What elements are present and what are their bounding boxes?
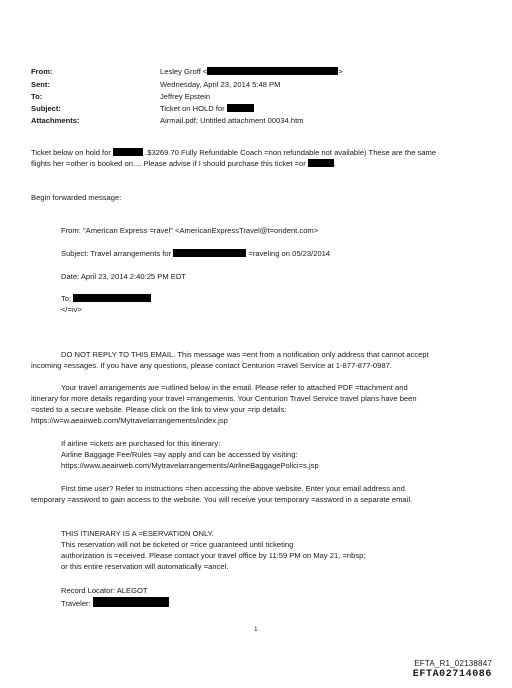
footer-id-2: EFTA02714086 xyxy=(412,669,492,680)
body-line: First time user? Refer to instructions =hen accessing the above website. Enter your email address and xyxy=(61,484,405,493)
body-line: =osted to a secure website. Please click on the link to view your =rip details: xyxy=(31,405,287,414)
subject-text: Ticket on HOLD for xyxy=(160,104,225,113)
body-text: . xyxy=(333,159,337,168)
redaction-bar xyxy=(93,597,169,607)
body-line: incoming =essages. If you have any questions, please contact Centurion =ravel Service at 1-877-877-0987. xyxy=(31,361,392,370)
redaction-bar xyxy=(73,294,151,302)
body-text: Subject: Travel arrangements for xyxy=(61,249,172,258)
body-line: If airline =ickets are purchased for this itinerary: xyxy=(61,439,221,448)
sent-value: Wednesday, April 23, 2014 5:48 PM xyxy=(160,80,281,89)
body-text: Ticket below on hold for xyxy=(31,148,111,157)
to-value: Jeffrey Epstein xyxy=(160,92,211,101)
record-locator: Record Locator: ALEGOT xyxy=(61,586,148,595)
body-line: Your travel arrangements are =utlined below in the email. Please refer to attached PDF =ttachment and xyxy=(61,383,408,392)
fwd-date: Date: April 23, 2014 2:40:25 PM EDT xyxy=(61,272,186,281)
from-label: From: xyxy=(31,67,53,76)
body-line: authorization is =eceived. Please contact your travel office by 11:59 PM on May 21, =nbsp; xyxy=(61,551,366,560)
from-value-end: > xyxy=(338,67,343,76)
page-number: 1 xyxy=(254,626,258,633)
fwd-subject xyxy=(61,249,330,259)
fwd-from: From: "American Express =ravel" <AmericanExpressTravel@t=ondent.com> xyxy=(61,226,319,235)
body-text: To: xyxy=(61,294,72,303)
sent-label: Sent: xyxy=(31,80,50,89)
redaction-bar xyxy=(227,104,254,112)
body-line: This reservation will not be ticketed or =rice guaranteed until ticketing xyxy=(61,540,294,549)
attachments-label: Attachments: xyxy=(31,116,80,125)
body-line: or this entire reservation will automatically =ancel. xyxy=(61,562,229,571)
footer-id-1: EFTA_R1_02138847 xyxy=(414,659,492,668)
redaction-bar xyxy=(173,249,246,257)
body-line xyxy=(31,148,436,158)
body-line: Airline Baggage Fee/Rules =ay apply and can be accessed by visiting: xyxy=(61,450,298,459)
redaction-bar xyxy=(207,67,338,75)
attachments-value: Airmail.pdf; Untitled attachment 00034.htm xyxy=(160,116,304,125)
redaction-bar xyxy=(113,148,143,156)
traveler xyxy=(61,597,169,609)
subject-value xyxy=(160,104,254,114)
body-line: itinerary for more details regarding your travel =rrangements. Your Centurion Travel Service travel plans have been xyxy=(31,394,417,403)
from-value xyxy=(160,67,343,77)
body-line: DO NOT REPLY TO THIS EMAIL. This message was =ent from a notification only address that cannot accept xyxy=(61,350,429,359)
fwd-to xyxy=(61,294,151,304)
body-text: =raveling on 05/23/2014 xyxy=(248,249,331,258)
body-line xyxy=(31,159,336,169)
subject-label: Subject: xyxy=(31,104,61,113)
body-text: flights her =other is booked on.... Please advise if I should purchase this ticket =or xyxy=(31,159,306,168)
fwd-div: </=iv> xyxy=(61,305,82,314)
redaction-bar xyxy=(308,159,337,168)
body-text: Traveler: xyxy=(61,599,91,608)
to-label: To: xyxy=(31,92,43,101)
baggage-link[interactable]: https://www.aeairweb.com/Mytravelarrangements/AirlineBaggagePolici=s.jsp xyxy=(61,461,319,470)
itinerary-link[interactable]: https://w=w.aeairweb.com/Mytravelarrangements/index.jsp xyxy=(31,416,228,425)
body-line: temporary =assword to gain access to the website. You will receive your temporary =assword in a separate email. xyxy=(31,495,413,504)
body-line: THIS ITINERARY IS A =ESERVATION ONLY. xyxy=(61,529,214,538)
from-name: Lesley Groff < xyxy=(160,67,208,76)
forwarded-heading: Begin forwarded message: xyxy=(31,193,122,202)
body-text: ..$3269.70 Fully Refundable Coach =non refundable not available) These are the same xyxy=(143,148,437,157)
